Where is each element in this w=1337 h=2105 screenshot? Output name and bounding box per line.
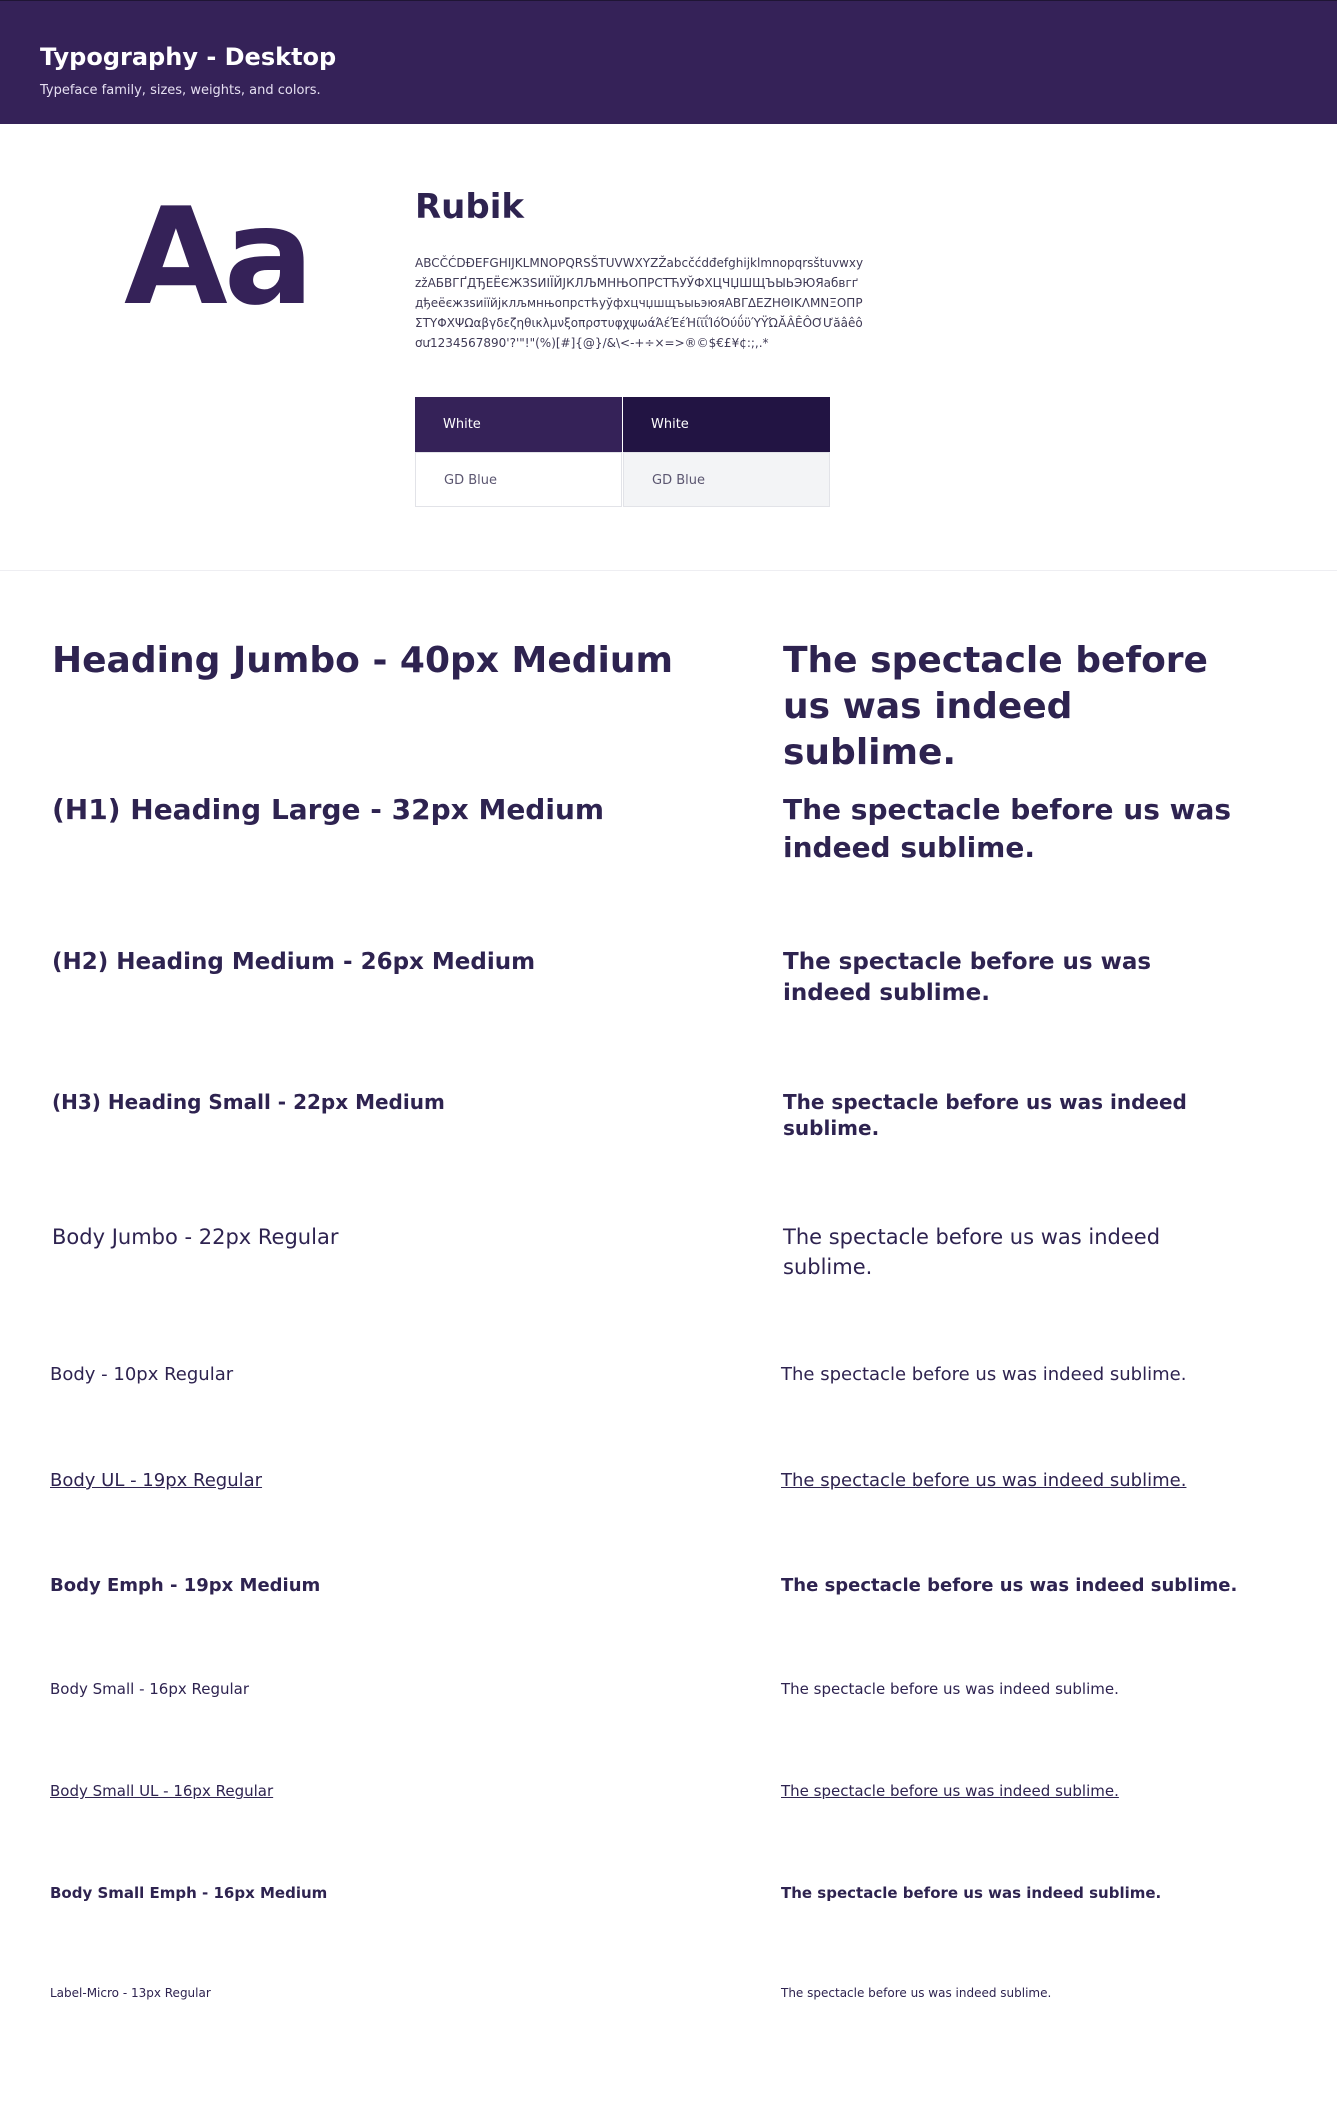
style-label-body-jumbo: Body Jumbo - 22px Regular [52,1225,339,1249]
style-sample-body-small-emph: The spectacle before us was indeed sublime. [781,1884,1162,1902]
swatch-white-primary: White [415,397,622,452]
style-sample-heading-large: The spectacle before us was indeed sublime. [783,793,1232,864]
style-sample-body-ul: The spectacle before us was indeed sublime. [781,1470,1187,1491]
swatch-white-dark: White [623,397,830,452]
style-label-heading-large: (H1) Heading Large - 32px Medium [52,793,605,826]
style-sample-heading-jumbo: The spectacle before us was indeed sublime. [783,640,1208,773]
style-sample-heading-medium: The spectacle before us was indeed sublime. [783,949,1152,1006]
page-header [0,0,1337,124]
style-label-body-emph: Body Emph - 19px Medium [50,1575,321,1596]
swatch-gd-blue-white: GD Blue [415,452,622,507]
style-sample-label-micro: The spectacle before us was indeed sublime. [781,1986,1052,2000]
style-label-heading-medium: (H2) Heading Medium - 26px Medium [52,949,536,975]
character-set: ABCČĆDĐEFGHIJKLMNOPQRSŠTUVWXYZŽabcčćdđefghijklmnopqrsštuvwxyzžАБВГҐДЂЕЁЄЖЗЅИІЇЙЈКЛЉМНЊОПРСТЋУЎФХЦЧЏШЩЪЫЬЭЮЯабвгґдђеёєжзѕиіїйјклљмнњопрстћуўфхцчџшщъыьэюяΑΒΓΔΕΖΗΘΙΚΛΜΝΞΟΠΡΣΤΥΦΧΨΩαβγδεζηθικλμνξοπρστυφχψωάΆέΈέΉίϊΐΊόΌύΰϋΎΫΏĂÂÊÔƠƯăâêôơư1234567890'?'"!"(%)[#]{@}/&\<-+÷×=>®©$€£¥¢:;,.* [415,256,864,350]
page-title: Typography - Desktop [40,43,337,71]
style-sample-body: The spectacle before us was indeed sublime. [781,1364,1187,1385]
style-label-body-small-emph: Body Small Emph - 16px Medium [50,1884,328,1902]
font-name: Rubik [415,187,524,227]
style-label-heading-jumbo: Heading Jumbo - 40px Medium [52,640,674,681]
style-label-heading-small: (H3) Heading Small - 22px Medium [52,1090,445,1114]
swatch-gd-blue-gray: GD Blue [623,452,830,507]
style-sample-body-small-ul: The spectacle before us was indeed sublime. [781,1782,1119,1800]
glyph-sample: Aa [124,179,311,335]
style-label-label-micro: Label-Micro - 13px Regular [50,1986,211,2000]
style-label-body-small-ul: Body Small UL - 16px Regular [50,1782,274,1800]
style-sample-body-jumbo: The spectacle before us was indeed sublime. [783,1225,1161,1279]
style-label-body: Body - 10px Regular [50,1364,234,1385]
style-sample-body-emph: The spectacle before us was indeed sublime. [781,1575,1238,1596]
color-swatches [415,397,831,508]
style-sample-body-small: The spectacle before us was indeed sublime. [781,1680,1119,1698]
section-divider [0,570,1337,571]
style-label-body-small: Body Small - 16px Regular [50,1680,250,1698]
style-label-body-ul: Body UL - 19px Regular [50,1470,263,1491]
style-sample-heading-small: The spectacle before us was indeed sublime. [783,1090,1187,1140]
page-subtitle: Typeface family, sizes, weights, and colors. [40,83,321,98]
